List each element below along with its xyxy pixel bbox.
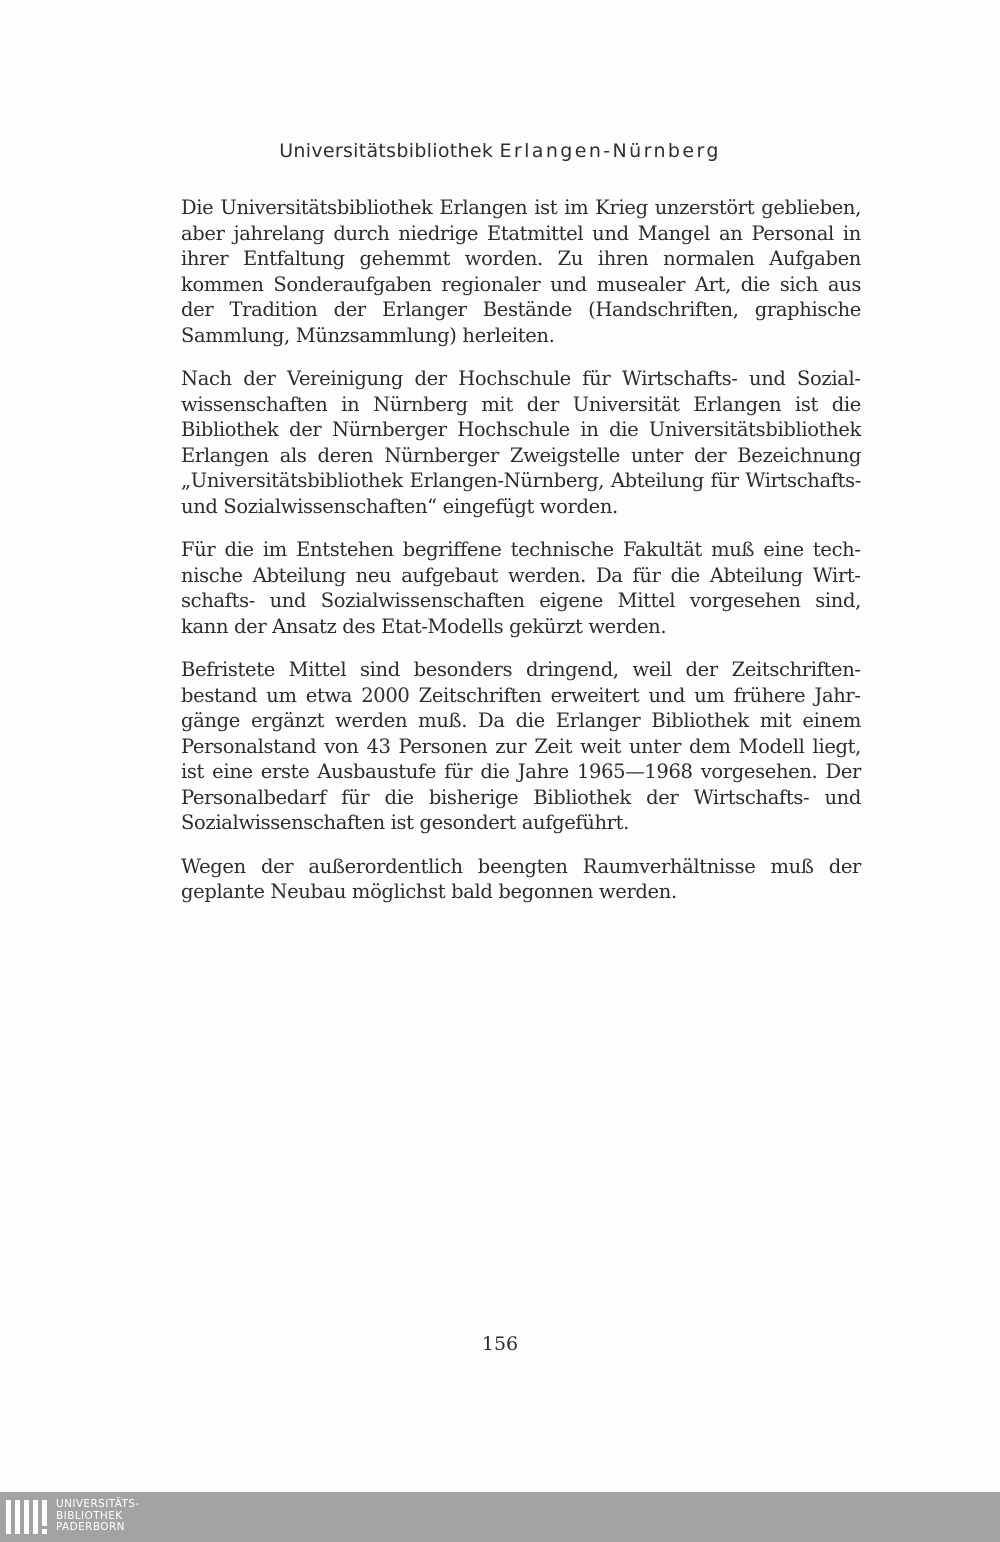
body-text <box>181 195 861 923</box>
library-logo-text <box>56 1499 140 1534</box>
header-title-part2: Erlangen-Nürnberg <box>499 140 721 162</box>
library-footer <box>0 1492 1000 1542</box>
paragraph-5: Wegen der außerordentlich beengten Raumverhältnisse muß der geplante Neubau möglichst bald begonnen werden. <box>181 854 861 903</box>
paragraph-3: Für die im Entstehen begriffene technische Fakultät muß eine technische Abteilung neu aufgebaut werden. Da für die Abteilung Wirtschafts- und Sozialwissenschaften eigene Mittel vorgesehen sind, kann der Ansatz des Etat-Modells gekürzt werden. <box>181 538 861 638</box>
barcode-bars-icon <box>6 1500 50 1536</box>
header-title-part1: Universitätsbibliothek <box>279 140 500 162</box>
page-header <box>0 140 1000 162</box>
logo-line-1: UNIVERSITÄTS- <box>56 1498 140 1510</box>
paragraph-4: Befristete Mittel sind besonders dringend, weil der Zeitschriftenbestand um etwa 2000 Zeitschriften erweitert und um frühere Jahrgänge ergänzt werden muß. Da die Erlanger Bibliothek mit einem Personalstand von 43 Personen zur Zeit weit unter dem Modell liegt, ist eine erste Ausbaustufe für die Jahre 1965—1968 vorgesehen. Der Personalbedarf für die bisherige Bibliothek der Wirtschafts- und Sozialwissenschaften ist gesondert aufgeführt. <box>181 658 861 834</box>
paragraph-2: Nach der Vereinigung der Hochschule für Wirtschafts- und Sozialwissenschaften in Nürnberg mit der Universität Erlangen ist die Bibliothek der Nürnberger Hochschule in die Universitätsbibliothek Erlangen als deren Nürnberger Zweigstelle unter der Bezeichnung „Universitätsbibliothek Erlangen-Nürnberg, Abteilung für Wirtschafts- und Sozialwissenschaften“ eingefügt worden. <box>181 367 861 518</box>
paragraph-1: Die Universitätsbibliothek Erlangen ist im Krieg unzerstört geblieben, aber jahrelang durch niedrige Etatmittel und Mangel an Personal in ihrer Entfaltung gehemmt worden. Zu ihren normalen Aufgaben kommen Sonderaufgaben regionaler und musealer Art, die sich aus der Tradition der Erlanger Bestände (Handschriften, graphische Sammlung, Münzsammlung) herleiten. <box>181 196 861 347</box>
page-number: 156 <box>481 1333 519 1355</box>
logo-line-3: PADERBORN <box>56 1521 125 1533</box>
logo-line-2: BIBLIOTHEK <box>56 1509 123 1522</box>
